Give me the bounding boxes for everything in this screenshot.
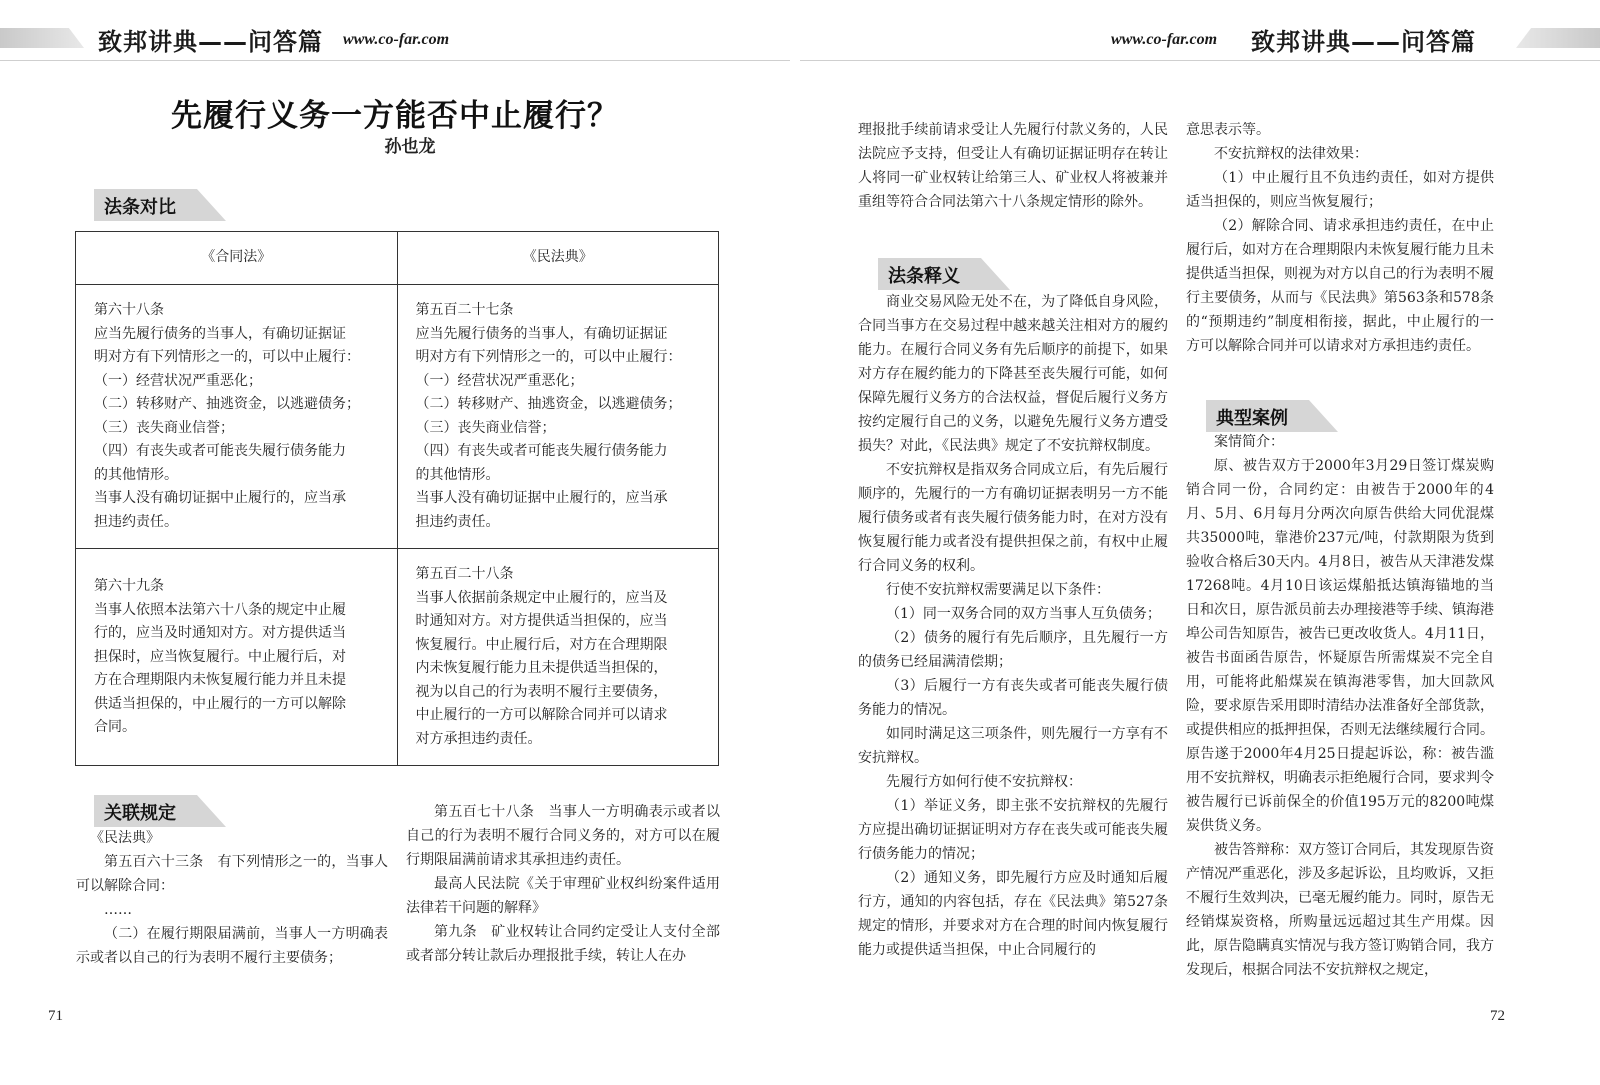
table-line: 恢复履行。中止履行后，对方在合理期限 (415, 636, 668, 653)
header-title-right: 致邦讲典——问答篇 (1251, 28, 1476, 56)
paragraph: 商业交易风险无处不在，为了降低自身风险，合同当事方在交易过程中越来越关注相对方的履约能力。在履行合同义务有先后顺序的前提下，如果对方存在履约能力的下降甚至丧失履行可能，如何保障先履行义务方的合法权益，督促后履行义务方按约定履行自己的义务，以避免先履行义务方遭受损失？对此，《民法典》规定了不安抗辩权制度。 (858, 294, 1168, 454)
paragraph: （1）举证义务，即主张不安抗辩权的先履行方应提出确切证据证明对方存在丧失或可能丧失履行债务能力的情况； (858, 798, 1168, 862)
table-line: 担违约责任。 (94, 513, 178, 530)
table-line: 明对方有下列情形之一的，可以中止履行： (415, 349, 682, 365)
table-line: 当事人依据前条规定中止履行的，应当及 (415, 589, 668, 606)
table-header-civil-code: 《民法典》 (397, 232, 719, 285)
table-line: 当事人依照本法第六十八条的规定中止履 (94, 601, 346, 618)
table-line: 第六十八条 (94, 302, 164, 318)
table-line: 视为以自己的行为表明不履行主要债务， (415, 683, 668, 700)
section-tag-case (1206, 400, 1338, 432)
table-cell-art69 (76, 549, 398, 766)
table-line: 时通知对方。对方提供适当担保的，应当 (415, 613, 668, 629)
table-line: （四）有丧失或者可能丧失履行债务能力 (415, 443, 668, 459)
paragraph: 意思表示等。 (1186, 122, 1270, 138)
table-line: 行的，应当及时通知对方。对方提供适当 (94, 625, 346, 641)
table-line: 担违约责任。 (415, 513, 500, 530)
table-line: （四）有丧失或者可能丧失履行债务能力 (94, 443, 346, 459)
section-label-compare: 法条对比 (104, 197, 176, 218)
table-line: 第六十九条 (94, 578, 164, 594)
right-column-2 (1186, 118, 1494, 358)
paragraph: 第五百七十八条 当事人一方明确表示或者以自己的行为表明不履行合同义务的，对方可以在履行期限届满前请求其承担违约责任。 (406, 804, 720, 868)
paragraph: 第九条 矿业权转让合同约定受让人支付全部或者部分转让款后办理报批手续，转让人在办 (406, 924, 720, 964)
header-decor-right (1516, 28, 1600, 48)
section-tag-compare (94, 189, 226, 221)
right-column-1 (858, 118, 1168, 214)
paragraph: （二）在履行期限届满前，当事人一方明确表示或者以自己的行为表明不履行主要债务； (76, 926, 388, 966)
table-line: 明对方有下列情形之一的，可以中止履行： (94, 349, 360, 365)
paragraph: 最高人民法院《关于审理矿业权纠纷案件适用法律若干问题的解释》 (406, 876, 720, 916)
article-title: 先履行义务一方能否中止履行？ (171, 98, 619, 134)
related-column-2 (406, 800, 720, 968)
table-cell-art528 (397, 549, 719, 766)
interpretation-column (858, 290, 1168, 962)
page-number-right: 72 (1490, 1008, 1505, 1024)
paragraph: 案情简介： (1214, 434, 1284, 450)
table-line: 中止履行的一方可以解除合同并可以请求 (415, 707, 668, 723)
paragraph: 先履行方如何行使不安抗辩权： (886, 774, 1082, 790)
table-line: （三）丧失商业信誉； (415, 419, 556, 436)
paragraph: 《民法典》 (90, 830, 160, 846)
paragraph: 理报批手续前请求受让人先履行付款义务的，人民法院应予支持，但受让人有确切证据证明存在转让人将同一矿业权转让给第三人、矿业权人将被兼并重组等符合合同法第六十八条规定情形的除外。 (858, 122, 1168, 210)
section-tag-interpret (878, 258, 1010, 290)
paragraph: （2）债务的履行有先后顺序，且先履行一方的债务已经届满清偿期； (858, 630, 1168, 670)
header-url-left: www.co-far.com (343, 31, 450, 48)
header-url-right: www.co-far.com (1111, 31, 1218, 48)
table-cell-art527 (397, 285, 719, 549)
section-label-interpret: 法条释义 (888, 266, 960, 287)
paragraph: 行使不安抗辩权需要满足以下条件： (886, 582, 1110, 598)
table-line: （一）经营状况严重恶化； (415, 372, 584, 389)
table-line: 供适当担保的，中止履行的一方可以解除 (94, 695, 346, 712)
table-line: （二）转移财产、抽逃资金，以逃避债务； (94, 396, 360, 412)
table-line: 当事人没有确切证据中止履行的，应当承 (415, 490, 668, 506)
paragraph: 不安抗辩权的法律效果： (1214, 146, 1368, 162)
table-line: 应当先履行债务的当事人，有确切证据证 (415, 325, 668, 342)
related-column-1 (76, 826, 388, 970)
table-line: 的其他情形。 (94, 466, 178, 483)
section-label-related: 关联规定 (104, 803, 176, 824)
paragraph: （1）中止履行且不负违约责任，如对方提供适当担保的，则应当恢复履行； (1186, 170, 1494, 210)
table-line: 的其他情形。 (415, 466, 500, 483)
header-rule-left (0, 60, 790, 61)
paragraph: …… (104, 902, 132, 918)
case-column (1186, 430, 1494, 982)
table-header-contract-law: 《合同法》 (76, 232, 398, 285)
paragraph: （2）解除合同、请求承担违约责任，在中止履行后，如对方在合理期限内未恢复履行能力且未提供适当担保，则视为对方以自己的行为表明不履行主要债务，从而与《民法典》第563条和578条的“预期违约”制度相衔接，据此，中止履行的一方可以解除合同并可以请求对方承担违约责任。 (1186, 218, 1494, 354)
table-line: （二）转移财产、抽逃资金，以逃避债务； (415, 396, 682, 412)
header-decor-left (0, 28, 84, 48)
header-title-left: 致邦讲典——问答篇 (98, 28, 323, 56)
paragraph: （2）通知义务，即先履行方应及时通知后履行方，通知的内容包括，存在《民法典》第527条规定的情形，并要求对方在合理的时间内恢复履行能力或提供适当担保，中止合同履行的 (858, 870, 1168, 958)
table-line: 当事人没有确切证据中止履行的，应当承 (94, 490, 346, 506)
paragraph: 不安抗辩权是指双务合同成立后，有先后履行顺序的，先履行的一方有确切证据表明另一方不能履行债务或者有丧失履行债务能力时，在对方没有恢复履行能力或者没有提供担保之前，有权中止履行合同义务的权利。 (858, 462, 1168, 574)
paragraph: 第五百六十三条 有下列情形之一的，当事人可以解除合同： (76, 854, 388, 894)
header-rule-right (800, 60, 1600, 61)
law-comparison-table (75, 231, 719, 766)
paragraph: （3）后履行一方有丧失或者可能丧失履行债务能力的情况。 (858, 678, 1168, 718)
paragraph: （1）同一双务合同的双方当事人互负债务； (886, 606, 1161, 622)
table-line: 对方承担违约责任。 (415, 730, 542, 747)
table-cell-art68 (76, 285, 398, 549)
paragraph: 原、被告双方于2000年3月29日签订煤炭购销合同一份，合同约定：由被告于2000年的4月、5月、6月每月分两次向原告供给大同优混煤共35000吨，靠港价237元/吨，付款期限为货到验收合格后30天内。4月8日，被告从天津港发煤17268吨。4月10日该运煤船抵达镇海锚地的当日和次日，原告派员前去办理接港等手续、镇海港埠公司告知原告，被告已更改收货人。4月11日，被告书面函告原告，怀疑原告所需煤炭不完全自用，可能将此船煤炭在镇海港零售，加大回款风险，要求原告采用即时清结办法准备好全部货款，或提供相应的抵押担保，否则无法继续履行合同。原告遂于2000年4月25日提起诉讼，称：被告滥用不安抗辩权，明确表示拒绝履行合同，要求判令被告履行已诉前保全的价值195万元的8200吨煤炭供货义务。 (1186, 458, 1494, 834)
right-page (810, 0, 1600, 1085)
header-bar-left (0, 22, 800, 58)
table-line: （一）经营状况严重恶化； (94, 372, 262, 389)
paragraph: 被告答辩称：双方签订合同后，其发现原告资产情况严重恶化，涉及多起诉讼，且均败诉，又拒不履行生效判决，已毫无履约能力。同时，原告无经销煤炭资格，所购量远远超过其生产用煤。因此，原告隐瞒真实情况与我方签订购销合同，我方发现后，根据合同法不安抗辩权之规定， (1186, 842, 1494, 978)
section-tag-related (94, 795, 226, 827)
section-label-case: 典型案例 (1216, 408, 1288, 429)
header-bar-right (800, 22, 1600, 58)
article-author: 孙也龙 (384, 137, 436, 157)
page-number-left: 71 (48, 1008, 63, 1024)
table-line: 应当先履行债务的当事人，有确切证据证 (94, 325, 346, 342)
table-line: 担保时，应当恢复履行。中止履行后，对 (94, 648, 346, 665)
left-page (0, 0, 790, 1085)
paragraph: 如同时满足这三项条件，则先履行一方享有不安抗辩权。 (858, 726, 1168, 766)
table-line: 第五百二十七条 (415, 302, 514, 318)
table-line: 内未恢复履行能力且未提供适当担保的， (415, 660, 668, 676)
table-line: （三）丧失商业信誉； (94, 419, 234, 436)
table-line: 方在合理期限内未恢复履行能力并且未提 (94, 672, 346, 688)
table-line: 合同。 (94, 719, 136, 735)
table-line: 第五百二十八条 (415, 566, 514, 582)
